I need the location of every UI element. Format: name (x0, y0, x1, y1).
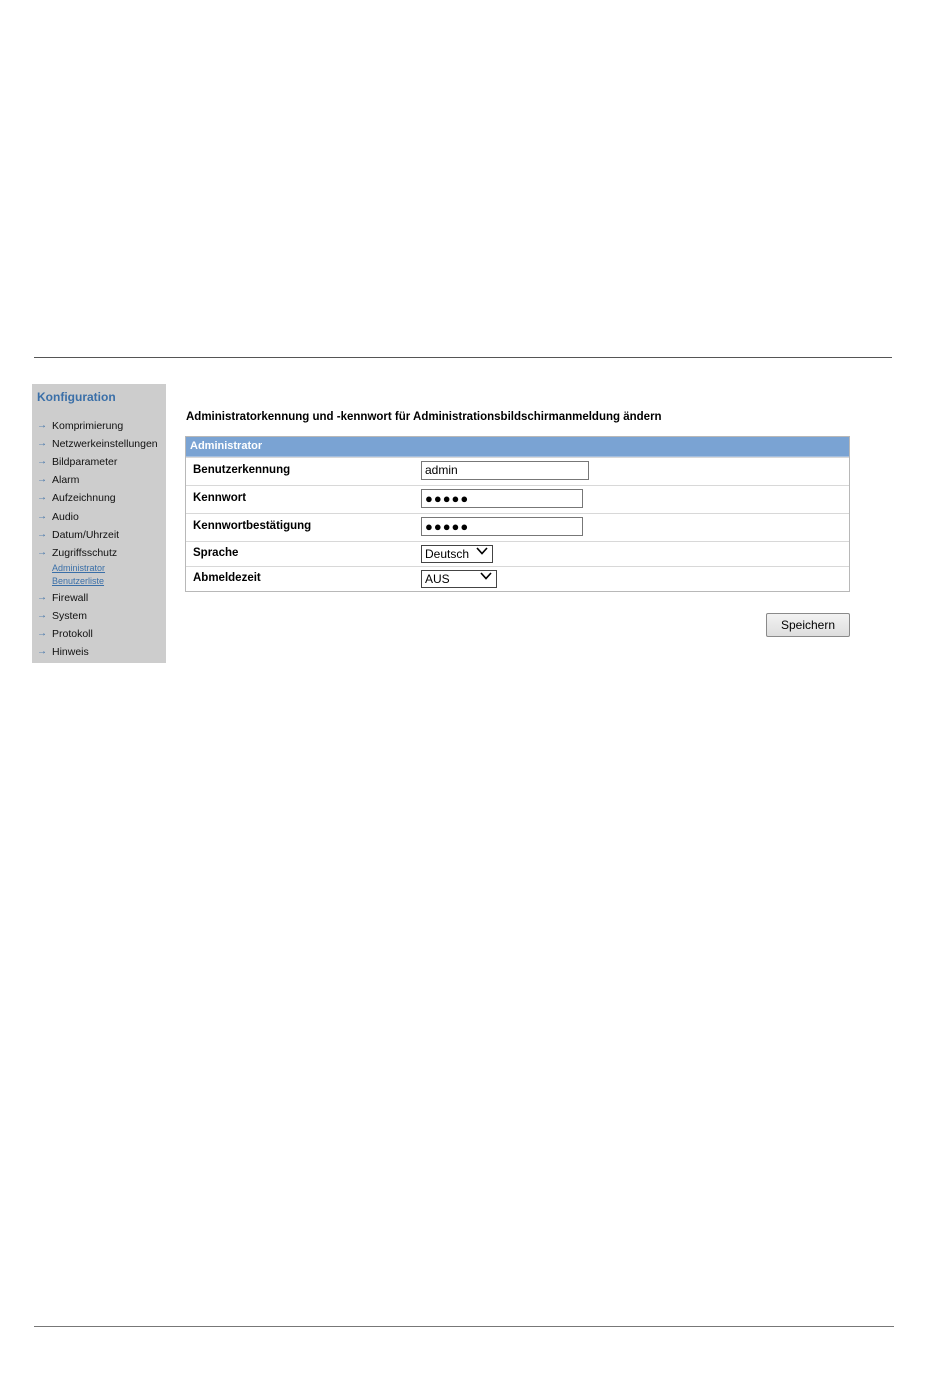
logout-time-value: AUS (425, 572, 450, 586)
sidebar-menu (32, 417, 166, 562)
sidebar-item-label: Datum/Uhrzeit (52, 528, 120, 541)
logout-time-select[interactable] (421, 570, 497, 588)
password-input[interactable]: ●●●●● (421, 489, 583, 508)
password-confirm-row (186, 513, 849, 541)
sidebar-item-hinweis[interactable] (32, 643, 166, 661)
arrow-right-icon: → (37, 456, 47, 468)
sidebar-item-label: Protokoll (52, 627, 93, 640)
sidebar-item-alarm[interactable] (32, 471, 166, 489)
sidebar-item-label: Netzwerkeinstellungen (52, 438, 158, 451)
chevron-down-icon (480, 570, 492, 586)
sidebar-item-label: Zugriffsschutz (52, 546, 118, 559)
sidebar-subitem-benutzerliste (32, 575, 166, 589)
panel-title: Administrator (186, 437, 849, 457)
arrow-right-icon: → (37, 492, 47, 504)
user-id-label: Benutzerkennung (193, 464, 291, 476)
sidebar-item-bildparameter[interactable] (32, 453, 166, 471)
sidebar-title: Konfiguration (37, 390, 116, 404)
arrow-right-icon: → (37, 420, 47, 432)
arrow-right-icon: → (37, 591, 47, 603)
benutzerliste-link[interactable]: Benutzerliste (52, 576, 105, 587)
sidebar-item-label: Hinweis (52, 646, 89, 659)
sidebar-item-datum-uhrzeit[interactable] (32, 526, 166, 544)
sidebar-item-aufzeichnung[interactable] (32, 489, 166, 507)
user-id-input[interactable]: admin (421, 461, 589, 480)
arrow-right-icon: → (37, 510, 47, 522)
sidebar-item-firewall[interactable] (32, 589, 166, 607)
administrator-panel (185, 436, 850, 592)
password-confirm-input[interactable]: ●●●●● (421, 517, 583, 536)
sidebar-item-netzwerkeinstellungen[interactable] (32, 435, 166, 453)
arrow-right-icon: → (37, 546, 47, 558)
administrator-link[interactable]: Administrator (52, 562, 106, 573)
logout-time-label: Abmeldezeit (193, 572, 261, 584)
arrow-right-icon: → (37, 627, 47, 639)
sidebar-item-label: Komprimierung (52, 420, 124, 433)
top-divider (34, 357, 892, 358)
language-label: Sprache (193, 547, 239, 559)
arrow-right-icon: → (37, 474, 47, 486)
sidebar-menu-lower (32, 589, 166, 661)
sidebar-item-komprimierung[interactable] (32, 417, 166, 435)
language-value: Deutsch (425, 547, 470, 561)
sidebar-item-label: Alarm (52, 474, 80, 487)
user-id-row (186, 457, 849, 485)
sidebar-item-system[interactable] (32, 607, 166, 625)
sidebar-item-label: Audio (52, 510, 79, 523)
sidebar-item-label: System (52, 609, 88, 622)
arrow-right-icon: → (37, 438, 47, 450)
language-row (186, 541, 849, 566)
page-heading: Administratorkennung und -kennwort für Administrationsbildschirmanmeldung ändern (186, 411, 662, 423)
arrow-right-icon: → (37, 609, 47, 621)
password-confirm-label: Kennwortbestätigung (193, 520, 312, 532)
sidebar-item-audio[interactable] (32, 507, 166, 525)
bottom-divider (34, 1326, 894, 1327)
logout-time-row (186, 566, 849, 591)
sidebar-item-protokoll[interactable] (32, 625, 166, 643)
sidebar-submenu (32, 562, 166, 589)
sidebar-item-label: Firewall (52, 591, 89, 604)
chevron-down-icon (476, 545, 488, 561)
sidebar-item-label: Bildparameter (52, 456, 118, 469)
save-button[interactable]: Speichern (766, 613, 850, 637)
sidebar-item-zugriffsschutz[interactable] (32, 544, 166, 562)
sidebar-item-label: Aufzeichnung (52, 492, 116, 505)
arrow-right-icon: → (37, 646, 47, 658)
language-select[interactable] (421, 545, 493, 563)
arrow-right-icon: → (37, 528, 47, 540)
password-row (186, 485, 849, 513)
sidebar (32, 384, 166, 663)
password-label: Kennwort (193, 492, 247, 504)
sidebar-subitem-administrator (32, 562, 166, 576)
